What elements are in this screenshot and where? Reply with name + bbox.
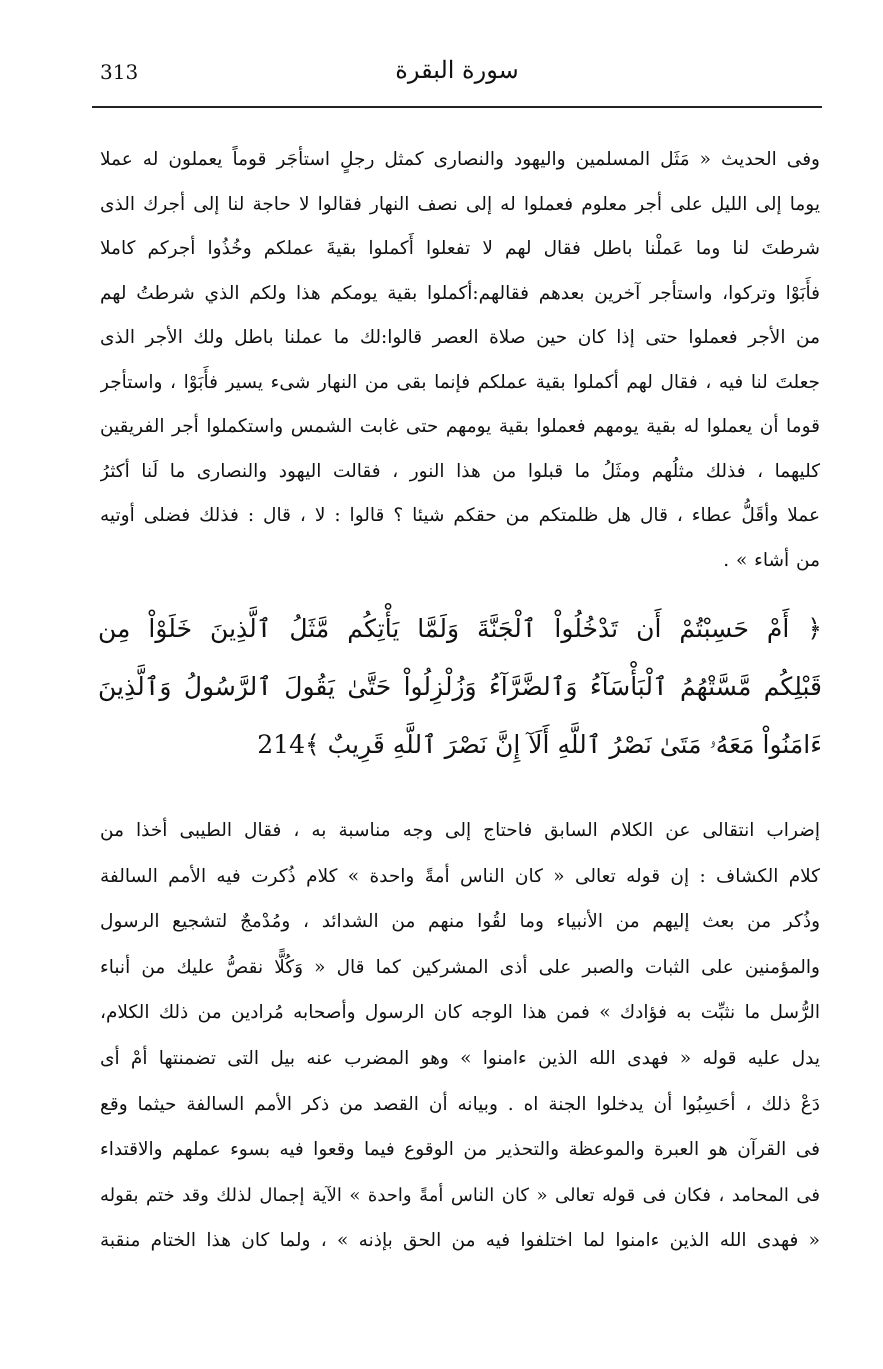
text-line: يوما إلى الليل على أجر معلوم فعملوا له إلى نصف النهار فقالوا لا حاجة لنا إلى أجرك الذى <box>100 193 820 215</box>
text-line: الرُّسل ما نثبِّت به فؤادك » فمن هذا الوجه كان الرسول وأصحابه مُرادين من ذلك الكلام، <box>100 1002 820 1024</box>
quran-verse-214 <box>98 600 822 774</box>
text-line: إضراب انتقالى عن الكلام السابق فاحتاج إلى وجه مناسبة به ، فقال الطيبى أخذا من <box>100 820 820 841</box>
page-number: 313 <box>100 60 139 84</box>
text-line: وذُكر من بعث إليهم من الأنبياء وما لقُوا منهم من الشدائد ، ومُدْمجٌ لتشجيع الرسول <box>100 911 820 933</box>
text-line: فى القرآن هو العبرة والموعظة والتحذير من الوقوع فيما وقعوا فيه بسوء عملهم والاقتداء <box>100 1139 820 1161</box>
text-line: فى المحامد ، فكان فى قوله تعالى « كان الناس أمةً واحدة » الآية إجمال لذلك وقد ختم بقوله <box>100 1184 820 1206</box>
text-line: دَعْ ذلك ، أحَسِبُوا أن يدخلوا الجنة اه . وبيانه أن القصد من ذكر الأمم السالفة حيثما وقع <box>100 1093 820 1115</box>
surah-title: سورة البقرة <box>395 56 519 84</box>
text-line: « فهدى الله الذين ءامنوا لما اختلفوا فيه من الحق بإذنه » ، ولما كان هذا الختام منقبة <box>100 1230 820 1252</box>
hadith-paragraph <box>100 138 820 583</box>
text-line: من الأجر فعملوا حتى إذا كان حين صلاة العصر قالوا:لك ما عملنا باطل ولك الأجر الذى <box>100 327 820 348</box>
text-line: شرطتَ لنا وما عَملْنا باطل فقال لهم لا تفعلوا أَكملوا بقيةَ عملكم وخُذُوا أجركم كاملا <box>100 238 820 259</box>
text-line: كليهما ، فذلك مثلُهم ومثَلُ ما قبلوا من هذا النور ، فقالت اليهود والنصارى ما لَنا أكثرُ <box>100 460 820 482</box>
text-line: جعلتَ لنا فيه ، فقال لهم أكملوا بقية عملكم فإنما بقى من النهار شىء يسير فأَبَوْا ، واستأجر <box>100 371 820 393</box>
page-header <box>92 52 822 98</box>
text-line: كلام الكشاف : إن قوله تعالى « كان الناس أمةً واحدة » كلام ذُكرت فيه الأمم السالفة <box>100 865 820 887</box>
text-line: فأَبَوْا وتركوا، واستأجر آخرين بعدهم فقالهم:أكملوا بقية يومكم هذا ولكم الذي شرطتُ لهم <box>100 282 820 304</box>
text-line: يدل عليه قوله « فهدى الله الذين ءامنوا » وهو المضرب عنه بيل التى تضمنتها أمْ أى <box>100 1047 820 1069</box>
text-line: قوما أن يعملوا له بقية يومهم فعملوا بقية يومهم حتى غابت الشمس واستكملوا أجر الفريقين <box>100 416 820 437</box>
commentary-paragraph <box>100 808 820 1264</box>
text-line: عملا وأقَلُّ عطاء ، قال هل ظلمتكم من حقكم شيئا ؟ قالوا : لا ، قال : فذلك فضلى أوتيه <box>100 505 820 526</box>
verse-line: ءَامَنُواْ مَعَهُۥ مَتَىٰ نَصْرُ ٱللَّهِ أَلَآ إِنَّ نَصْرَ ٱللَّهِ قَرِيبٌ ﴾214 <box>257 730 822 759</box>
text-line: من أشاء » . <box>723 549 820 571</box>
verse-line: ﴿ أَمْ حَسِبْتُمْ أَن تَدْخُلُواْ ٱلْجَنَّةَ وَلَمَّا يَأْتِكُم مَّثَلُ ٱلَّذِينَ خَلَوْاْ مِن <box>98 614 822 643</box>
header-divider <box>92 106 822 108</box>
text-line: وفى الحديث « مَثَل المسلمين واليهود والنصارى كمثل رجلٍ استأجَر قوماً يعملون له عملا <box>100 149 820 170</box>
text-line: والمؤمنين على الثبات والصبر على أذى المشركين كما قال « وَكُلًّا نقصُّ عليك من أنباء <box>100 956 820 978</box>
verse-line: قَبْلِكُم مَّسَّتْهُمُ ٱلْبَأْسَآءُ وَٱلضَّرَّآءُ وَزُلْزِلُواْ حَتَّىٰ يَقُولَ ٱلرَّسُولُ وَٱلَّذِينَ <box>98 672 822 701</box>
